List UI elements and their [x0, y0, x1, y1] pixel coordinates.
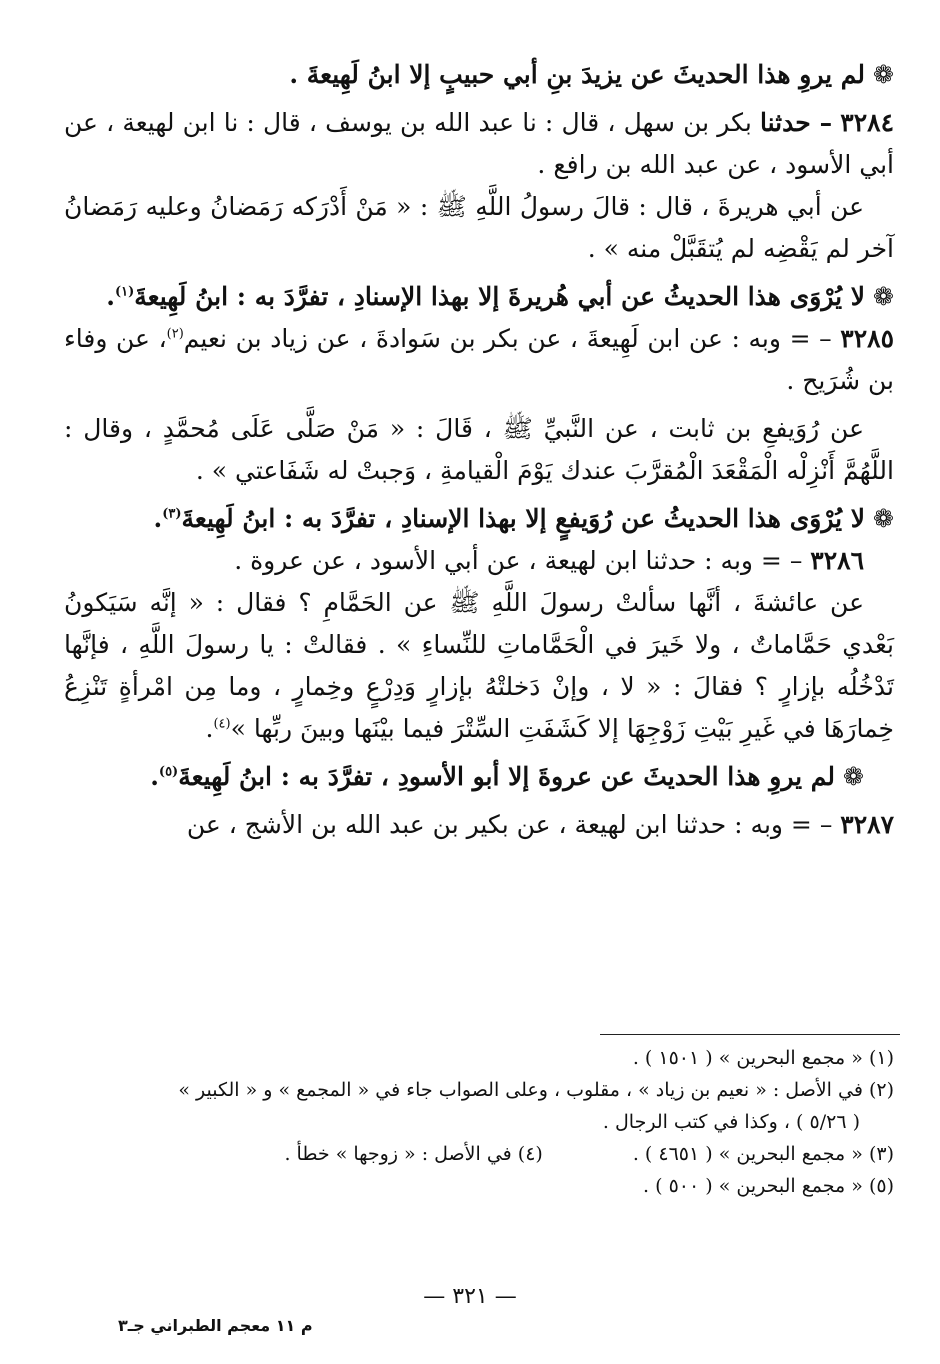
hadith-lead: – حدثنا [760, 108, 833, 137]
footnote-3: (٣) « مجمع البحرين » ( ٤٦٥١ ) . [632, 1143, 894, 1165]
footnote-1: (١) « مجمع البحرين » ( ١٥٠١ ) . [632, 1047, 894, 1069]
footnote-ref: (٣) [162, 506, 182, 522]
footnote-divider [600, 1034, 900, 1035]
page-number: — ٣٢١ — [423, 1284, 517, 1309]
note-text: لا يُرْوَى هذا الحديثُ عن أبي هُريرةَ إلا بهذا الإسنادِ ، تفرَّدَ به : ابنُ لَهِيعةَ [134, 282, 866, 311]
footnote-ref: (٢) [166, 326, 184, 342]
hadith-3284-matn [64, 186, 894, 270]
isnad-text: بكر بن سهل ، قال : نا عبد الله بن يوسف ، قال : نا ابن لهيعة ، عن أبي الأسود ، عن عبد الله بن رافع . [64, 108, 894, 179]
footnote-4: (٤) في الأصل : « زوجها » خطأ . [284, 1143, 543, 1165]
hadith-3287-isnad [64, 804, 894, 846]
hadith-number: ٣٢٨٧ [840, 810, 894, 839]
narration-note: ❁لم يروِ هذا الحديثَ عن عروةَ إلا أبو الأسودِ ، تفرَّدَ به : ابنُ لَهِيعةَ$^{(٥)}$. [150, 762, 864, 791]
matn-text: عن رُوَيفعِ بن ثابت ، عن النَّبيِّ ﷺ ، قَالَ : « مَنْ صَلَّى عَلَى مُحمَّدٍ ، وقال : اللَّهُمَّ أَنْزِلْه الْمَقْعَدَ الْمُقرَّبَ عندك يَوْمَ الْقيامةِ ، وَجبتْ له شَفَاعتي » . [64, 414, 894, 485]
main-text [64, 54, 894, 846]
note-text: لا يُرْوَى هذا الحديثُ عن رُوَيفعٍ إلا بهذا الإسنادِ ، تفرَّدَ به : ابنُ لَهِيعةَ [181, 504, 866, 533]
star-icon: ❁ [843, 762, 864, 791]
footnote-2-continued: ( ٥/٢٦ ) ، وكذا في كتب الرجال . [602, 1111, 860, 1133]
footnotes [64, 1042, 894, 1202]
footnote-row [64, 1138, 894, 1170]
hadith-number: ٣٢٨٤ [840, 108, 894, 137]
matn-text: عن أبي هريرةَ ، قال : قالَ رسولُ اللَّهِ ﷺ : « مَنْ أَدْرَكه رَمَضانُ وعليه رَمَضانُ آخر لم يَقْضِه لم يُتقَبَّلْ منه » . [64, 192, 894, 263]
hadith-3286-isnad [64, 540, 894, 582]
matn-text: عن عائشةَ ، أنَّها سألتْ رسولَ اللَّهِ ﷺ عن الحَمَّامِ ؟ فقال : « إنَّه سَيَكونُ بَعْدي حَمَّاماتٌ ، ولا خَيرَ في الْحَمَّاماتِ للنِّساءِ » . فقالتْ : يا رسولَ اللَّهِ ، فإنَّها تَدْخُلُه بإزارٍ ؟ فقالَ : « لا ، وإنْ دَخلتْهُ بإزارٍ وَدِرْعٍ وخِمارٍ ، وما مِن امْرأةٍ تَنْزِعُ خِمارَهَا في غَيرِ بَيْتِ زَوْجِهَا إلا كَشَفَتِ السِّتْرَ فيما بيْنَها وبينَ ربِّها » [64, 588, 894, 743]
hadith-3285-isnad [64, 318, 894, 402]
printer-signature: م ١١ معجم الطبراني جـ٣ [118, 1316, 313, 1335]
note-text: لم يروِ هذا الحديثَ عن عروةَ إلا أبو الأسودِ ، تفرَّدَ به : ابنُ لَهِيعةَ [178, 762, 836, 791]
narration-note [64, 54, 894, 96]
narration-note: ❁لا يُرْوَى هذا الحديثُ عن رُوَيفعٍ إلا بهذا الإسنادِ ، تفرَّدَ به : ابنُ لَهِيعةَ$^{(٣)}$. [153, 504, 894, 533]
star-icon: ❁ [873, 282, 894, 311]
isnad-text: ، عن وفاء بن شُرَيح . [64, 324, 894, 395]
note-text: لم يروِ هذا الحديثَ عن يزيدَ بنِ أبي حبيبٍ إلا ابنُ لَهِيعةَ . [289, 60, 866, 89]
narration-note: ❁لا يُرْوَى هذا الحديثُ عن أبي هُريرةَ إلا بهذا الإسنادِ ، تفرَّدَ به : ابنُ لَهِيعةَ$^{(١)}$. [106, 282, 894, 311]
footnote-ref: (٥) [158, 764, 179, 780]
footnote-ref: (٤) [213, 716, 231, 732]
hadith-3286-matn: عن عائشةَ ، أنَّها سألتْ رسولَ اللَّهِ ﷺ عن الحَمَّامِ ؟ فقال : « إنَّه سَيَكونُ بَعْدي حَمَّاماتٌ ، ولا خَيرَ في الْحَمَّاماتِ للنِّساءِ » . فقالتْ : يا رسولَ اللَّهِ ، فإنَّها تَدْخُلُه بإزارٍ ؟ فقالَ : « لا ، وإنْ دَخلتْهُ بإزارٍ وَدِرْعٍ وخِمارٍ ، وما مِن امْرأةٍ تَنْزِعُ خِمارَهَا في غَيرِ بَيْتِ زَوْجِهَا إلا كَشَفَتِ السِّتْرَ فيما بيْنَها وبينَ ربِّها »$^{(٤)}$. [64, 588, 894, 743]
hadith-3285-matn [64, 408, 894, 492]
isnad-text: – = وبه : حدثنا ابن لهيعة ، عن بكير بن عبد الله بن الأشج ، عن [186, 810, 833, 839]
star-icon: ❁ [873, 504, 894, 533]
star-icon: ❁ [873, 60, 894, 89]
footnote-5: (٥) « مجمع البحرين » ( ٥٠٠ ) . [643, 1175, 894, 1197]
footnote-2: (٢) في الأصل : « نعيم بن زياد » ، مقلوب ، وعلى الصواب جاء في « المجمع » و « الكبير » [178, 1079, 894, 1101]
hadith-3284-isnad [64, 102, 894, 186]
isnad-text: – = وبه : حدثنا ابن لهيعة ، عن أبي الأسود ، عن عروة . [234, 546, 803, 575]
isnad-text: – = وبه : عن ابن لَهِيعةَ ، عن بكر بن سَوادةَ ، عن زياد بن نعيم [183, 324, 832, 353]
footnote-ref: (١) [114, 284, 135, 300]
hadith-number: ٣٢٨٦ [810, 546, 864, 575]
hadith-number: ٣٢٨٥ [840, 324, 894, 353]
